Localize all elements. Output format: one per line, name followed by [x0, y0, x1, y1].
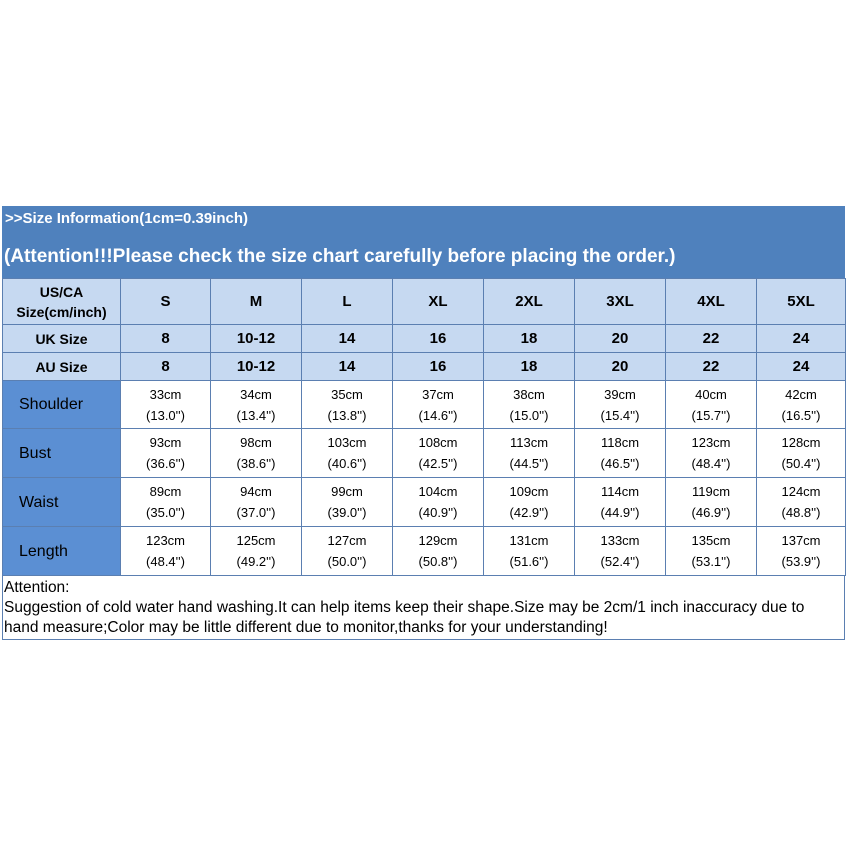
size-row-label — [3, 279, 121, 325]
measurement-cm: 94cm — [240, 484, 272, 499]
measurement-inch: (13.4'') — [236, 407, 276, 423]
size-cell: 8 — [121, 325, 211, 353]
measurement-cm: 34cm — [240, 386, 272, 402]
measurement-cell — [484, 429, 575, 478]
size-cell: 20 — [575, 325, 666, 353]
measurement-label: Length — [3, 527, 121, 576]
measurement-cell — [393, 527, 484, 576]
measurement-cm: 104cm — [418, 484, 458, 499]
measurement-cell — [302, 527, 393, 576]
size-cell: L — [302, 279, 393, 325]
size-cell: 8 — [121, 353, 211, 381]
measurement-inch: (50.4'') — [781, 456, 821, 471]
measurement-cell — [575, 478, 666, 527]
measurement-cell — [393, 429, 484, 478]
measurement-inch: (44.9'') — [600, 505, 640, 520]
size-cell: 2XL — [484, 279, 575, 325]
measurement-cm: 42cm — [785, 386, 817, 402]
measurement-cell — [121, 527, 211, 576]
measurement-inch: (36.6'') — [146, 456, 185, 471]
measurement-cell — [393, 478, 484, 527]
measurement-cm: 38cm — [513, 386, 545, 402]
measurement-inch: (40.9'') — [418, 505, 458, 520]
measurement-cm: 40cm — [695, 386, 727, 402]
measurement-inch: (16.5'') — [781, 407, 821, 423]
measurement-cell — [121, 429, 211, 478]
measurement-inch: (46.5'') — [600, 456, 640, 471]
size-cell: 16 — [393, 353, 484, 381]
measurement-cm: 129cm — [418, 533, 458, 548]
measurement-cell — [666, 527, 757, 576]
measurement-cell — [484, 381, 575, 429]
measurement-cell — [121, 381, 211, 429]
measurement-cm: 109cm — [509, 484, 549, 499]
measurement-inch: (49.2'') — [236, 554, 276, 569]
measurement-cm: 98cm — [240, 435, 272, 450]
size-cell: 18 — [484, 353, 575, 381]
measurement-cell — [302, 478, 393, 527]
size-row — [3, 325, 846, 353]
measurement-inch: (52.4'') — [600, 554, 640, 569]
measurement-cell — [484, 478, 575, 527]
measurement-cell — [211, 527, 302, 576]
measurement-cell — [575, 429, 666, 478]
size-cell: 24 — [757, 353, 846, 381]
measurement-cell — [666, 478, 757, 527]
size-row-label — [3, 325, 121, 353]
measurement-cm: 131cm — [509, 533, 549, 548]
measurement-inch: (50.8'') — [418, 554, 458, 569]
measurement-row — [3, 381, 846, 429]
measurement-cell — [211, 429, 302, 478]
measurement-inch: (48.4'') — [691, 456, 731, 471]
measurement-inch: (13.8'') — [327, 407, 367, 423]
measurement-cell — [757, 478, 846, 527]
measurement-inch: (37.0'') — [236, 505, 276, 520]
size-table — [2, 278, 846, 576]
note-line-1: Suggestion of cold water hand washing.It can help items keep their shape.Size may be 2cm/1 inch inaccuracy due to — [4, 599, 805, 616]
measurement-inch: (15.4'') — [600, 407, 640, 423]
measurement-cm: 114cm — [600, 484, 640, 499]
measurement-inch: (48.8'') — [781, 505, 821, 520]
measurement-inch: (38.6'') — [236, 456, 276, 471]
size-cell: 10-12 — [211, 353, 302, 381]
measurement-inch: (35.0'') — [146, 505, 185, 520]
measurement-inch: (46.9'') — [691, 505, 731, 520]
measurement-cm: 39cm — [604, 386, 636, 402]
size-row-label — [3, 353, 121, 381]
measurement-cell — [302, 429, 393, 478]
size-cell: 16 — [393, 325, 484, 353]
measurement-inch: (15.7'') — [691, 407, 731, 423]
size-cell: 14 — [302, 353, 393, 381]
measurement-cm: 135cm — [691, 533, 731, 548]
measurement-cell — [575, 381, 666, 429]
measurement-cm: 89cm — [149, 484, 182, 499]
measurement-inch: (39.0'') — [327, 505, 367, 520]
measurement-row — [3, 429, 846, 478]
measurement-cm: 125cm — [236, 533, 276, 548]
size-label-line-2: Size(cm/inch) — [16, 303, 107, 320]
measurement-cell — [757, 527, 846, 576]
size-label-line-1: AU Size — [35, 358, 88, 375]
size-cell: M — [211, 279, 302, 325]
size-cell: 14 — [302, 325, 393, 353]
measurement-cm: 118cm — [600, 435, 640, 450]
size-label-line-1: US/CA — [39, 283, 84, 300]
measurement-inch: (48.4'') — [146, 554, 185, 569]
size-cell: S — [121, 279, 211, 325]
measurement-inch: (53.1'') — [691, 554, 731, 569]
measurement-cell — [302, 381, 393, 429]
size-cell: 3XL — [575, 279, 666, 325]
size-label-line-1: UK Size — [35, 330, 88, 347]
size-information-title: >>Size Information(1cm=0.39inch) — [2, 206, 845, 232]
measurement-row — [3, 478, 846, 527]
note-title: Attention: — [4, 579, 70, 596]
measurement-inch: (15.0'') — [509, 407, 549, 423]
measurement-inch: (13.0'') — [146, 407, 185, 423]
measurement-inch: (50.0'') — [327, 554, 367, 569]
size-cell: 22 — [666, 353, 757, 381]
measurement-cell — [575, 527, 666, 576]
measurement-label: Shoulder — [3, 381, 121, 429]
size-cell: 22 — [666, 325, 757, 353]
measurement-cm: 33cm — [149, 386, 182, 402]
measurement-cm: 113cm — [509, 435, 549, 450]
measurement-cell — [121, 478, 211, 527]
measurement-cell — [757, 429, 846, 478]
size-cell: 20 — [575, 353, 666, 381]
measurement-cell — [666, 381, 757, 429]
measurement-inch: (14.6'') — [418, 407, 458, 423]
size-cell: 4XL — [666, 279, 757, 325]
size-cell: XL — [393, 279, 484, 325]
measurement-cm: 124cm — [781, 484, 821, 499]
measurement-cm: 35cm — [331, 386, 363, 402]
measurement-cell — [484, 527, 575, 576]
measurement-cm: 103cm — [327, 435, 367, 450]
size-row — [3, 279, 846, 325]
size-cell: 5XL — [757, 279, 846, 325]
measurement-cell — [211, 381, 302, 429]
measurement-inch: (51.6'') — [509, 554, 549, 569]
measurement-cm: 99cm — [331, 484, 363, 499]
measurement-inch: (44.5'') — [509, 456, 549, 471]
measurement-label: Waist — [3, 478, 121, 527]
attention-banner: (Attention!!!Please check the size chart carefully before placing the order.) — [2, 232, 845, 278]
size-cell: 24 — [757, 325, 846, 353]
measurement-cm: 128cm — [781, 435, 821, 450]
measurement-cm: 123cm — [691, 435, 731, 450]
measurement-inch: (42.5'') — [418, 456, 458, 471]
measurement-inch: (42.9'') — [509, 505, 549, 520]
size-cell: 18 — [484, 325, 575, 353]
measurement-inch: (53.9'') — [781, 554, 821, 569]
note-line-2: hand measure;Color may be little different due to monitor,thanks for your understanding! — [4, 619, 608, 636]
measurement-cell — [666, 429, 757, 478]
measurement-cm: 127cm — [327, 533, 367, 548]
measurement-cell — [211, 478, 302, 527]
measurement-cm: 37cm — [422, 386, 454, 402]
size-row — [3, 353, 846, 381]
measurement-cm: 93cm — [149, 435, 182, 450]
care-note — [2, 576, 845, 640]
measurement-label: Bust — [3, 429, 121, 478]
measurement-cm: 133cm — [600, 533, 640, 548]
measurement-cell — [393, 381, 484, 429]
measurement-cell — [757, 381, 846, 429]
measurement-cm: 108cm — [418, 435, 458, 450]
measurement-inch: (40.6'') — [327, 456, 367, 471]
size-cell: 10-12 — [211, 325, 302, 353]
measurement-row — [3, 527, 846, 576]
size-chart — [2, 206, 845, 640]
measurement-cm: 123cm — [145, 533, 186, 548]
measurement-cm: 137cm — [781, 533, 821, 548]
measurement-cm: 119cm — [691, 484, 731, 499]
